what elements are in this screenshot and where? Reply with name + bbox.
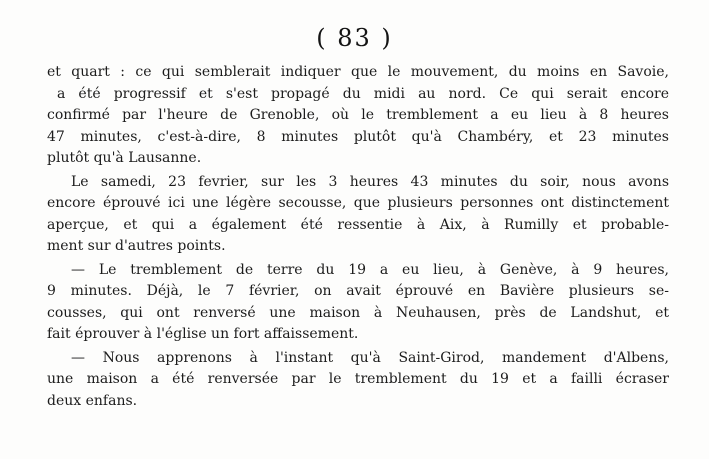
text-line: et quart : ce qui semblerait indiquer que le mouvement, du moins en Savoie, — [47, 64, 669, 80]
text-line: 9 minutes. Déjà, le 7 février, on avait éprouvé en Bavière plusieurs se- — [47, 283, 669, 299]
paragraph-2 — [47, 172, 669, 258]
text-line: confirmé par l'heure de Grenoble, où le tremblement a eu lieu à 8 heures — [47, 107, 669, 123]
text-line: — Nous apprenons à l'instant qu'à Saint-Girod, mandement d'Albens, — [71, 349, 669, 366]
page-number: ( 83 ) — [316, 24, 393, 52]
text-line: ment sur d'autres points. — [47, 238, 226, 254]
body-text — [47, 62, 669, 412]
paragraph-3 — [47, 260, 669, 346]
paragraph-1 — [47, 62, 669, 170]
paragraph-4 — [47, 348, 669, 413]
text-line: cousses, qui ont renversé une maison à Neuhausen, près de Landshut, et — [47, 304, 669, 321]
text-line: Le samedi, 23 fevrier, sur les 3 heures 43 minutes du soir, nous avons — [71, 173, 669, 190]
text-line: une maison a été renversée par le tremblement du 19 et a failli écraser — [47, 371, 669, 387]
text-line: 47 minutes, c'est-à-dire, 8 minutes plutôt qu'à Chambéry, et 23 minutes — [47, 128, 669, 145]
text-line: aperçue, et qui a également été ressentie à Aix, à Rumilly et probable- — [47, 216, 669, 233]
text-line: deux enfans. — [47, 392, 138, 409]
text-line: fait éprouver à l'église un fort affaissement. — [47, 326, 359, 342]
text-line: a été progressif et s'est propagé du midi au nord. Ce qui serait encore — [57, 85, 669, 102]
text-line: — Le tremblement de terre du 19 a eu lieu, à Genève, à 9 heures, — [71, 261, 669, 278]
text-line: plutôt qu'à Lausanne. — [47, 150, 202, 166]
text-line: encore éprouvé ici une légère secousse, que plusieurs personnes ont distinctement — [47, 195, 669, 211]
